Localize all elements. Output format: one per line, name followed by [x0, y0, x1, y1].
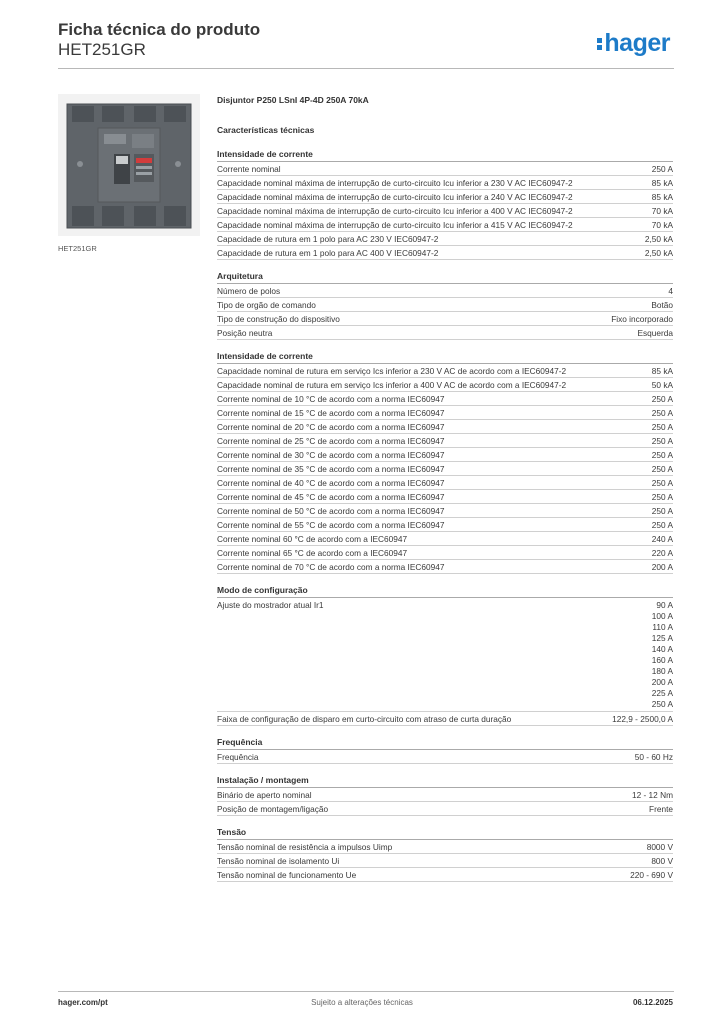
spec-value: 250 A: [651, 506, 673, 516]
spec-label: Corrente nominal de 70 °C de acordo com a norma IEC60947: [217, 562, 445, 572]
spec-row: [217, 840, 673, 854]
spec-value: 250 A: [651, 164, 673, 174]
spec-label: Corrente nominal 65 °C de acordo com a IEC60947: [217, 548, 408, 558]
section-title: Características técnicas: [217, 125, 315, 135]
spec-row: [217, 176, 673, 190]
product-name: Disjuntor P250 LSnI 4P-4D 250A 70kA: [217, 95, 369, 105]
spec-value: 85 kA: [651, 366, 673, 376]
spec-value: Botão: [651, 300, 673, 310]
spec-label: Posição neutra: [217, 328, 273, 338]
spec-label: Corrente nominal de 20 °C de acordo com a norma IEC60947: [217, 422, 445, 432]
spec-label: Corrente nominal de 40 °C de acordo com a norma IEC60947: [217, 478, 445, 488]
spec-row: [217, 518, 673, 532]
spec-value: 2,50 kA: [644, 248, 673, 258]
spec-row: [217, 532, 673, 546]
spec-row: [217, 462, 673, 476]
spec-row: [217, 802, 673, 816]
spec-value: 100 A: [651, 611, 673, 621]
spec-label: Corrente nominal: [217, 164, 281, 174]
product-image: [58, 94, 200, 236]
spec-group: [217, 585, 673, 726]
spec-row: [217, 392, 673, 406]
spec-value: 125 A: [651, 633, 673, 643]
spec-value: 140 A: [651, 644, 673, 654]
group-title: Intensidade de corrente: [217, 149, 673, 162]
footer-website: hager.com/pt: [58, 998, 108, 1007]
spec-value: 50 kA: [651, 380, 673, 390]
spec-label: Posição de montagem/ligação: [217, 804, 329, 814]
spec-value: 250 A: [651, 422, 673, 432]
spec-value: 200 A: [651, 677, 673, 687]
spec-row: [217, 232, 673, 246]
spec-row: [217, 312, 673, 326]
spec-value: 220 - 690 V: [630, 870, 673, 880]
spec-row: [217, 298, 673, 312]
spec-value: 160 A: [651, 655, 673, 665]
spec-value: 250 A: [651, 699, 673, 709]
spec-label: Frequência: [217, 752, 259, 762]
spec-row: [217, 378, 673, 392]
spec-row: [217, 598, 673, 712]
image-caption: HET251GR: [58, 244, 97, 253]
spec-row: [217, 476, 673, 490]
spec-value: 240 A: [651, 534, 673, 544]
spec-value: 70 kA: [651, 206, 673, 216]
spec-value: 85 kA: [651, 192, 673, 202]
spec-value: 250 A: [651, 520, 673, 530]
group-title: Arquitetura: [217, 271, 673, 284]
page-header: [58, 20, 674, 60]
spec-row: [217, 434, 673, 448]
spec-label: Corrente nominal de 25 °C de acordo com a norma IEC60947: [217, 436, 445, 446]
spec-row: [217, 546, 673, 560]
spec-row: [217, 854, 673, 868]
spec-label: Tipo de orgão de comando: [217, 300, 316, 310]
spec-group: [217, 775, 673, 816]
spec-row: [217, 868, 673, 882]
spec-row: [217, 406, 673, 420]
spec-label: Tipo de construção do dispositivo: [217, 314, 340, 324]
spec-value-list: [652, 600, 673, 710]
spec-group: [217, 271, 673, 340]
header-divider: [58, 68, 674, 69]
spec-label: Capacidade nominal máxima de interrupção de curto-circuito Icu inferior a 400 V AC IEC60947-2: [217, 206, 573, 216]
spec-label: Corrente nominal 60 °C de acordo com a IEC60947: [217, 534, 408, 544]
spec-value: 250 A: [651, 450, 673, 460]
spec-label: Corrente nominal de 30 °C de acordo com a norma IEC60947: [217, 450, 445, 460]
spec-value: 2,50 kA: [644, 234, 673, 244]
spec-row: [217, 190, 673, 204]
spec-label: Capacidade nominal máxima de interrupção de curto-circuito Icu inferior a 230 V AC IEC60947-2: [217, 178, 573, 188]
footer-divider: [58, 991, 674, 992]
spec-row: [217, 788, 673, 802]
spec-group: [217, 351, 673, 574]
spec-row: [217, 204, 673, 218]
group-title: Modo de configuração: [217, 585, 673, 598]
spec-group: [217, 827, 673, 882]
spec-label: Tensão nominal de isolamento Ui: [217, 856, 340, 866]
spec-value: 90 A: [656, 600, 673, 610]
hager-logo: [597, 29, 670, 58]
spec-label: Corrente nominal de 35 °C de acordo com a norma IEC60947: [217, 464, 445, 474]
circuit-breaker-illustration: [58, 94, 200, 236]
spec-value: Frente: [649, 804, 673, 814]
group-title: Tensão: [217, 827, 673, 840]
spec-value: 8000 V: [646, 842, 673, 852]
spec-row: [217, 504, 673, 518]
spec-value: 12 - 12 Nm: [631, 790, 673, 800]
spec-value: 250 A: [651, 478, 673, 488]
spec-value: Fixo incorporado: [611, 314, 673, 324]
spec-row: [217, 284, 673, 298]
spec-row: [217, 712, 673, 726]
spec-row: [217, 364, 673, 378]
spec-value: 110 A: [652, 622, 673, 632]
logo-text: hager: [604, 29, 670, 57]
spec-row: [217, 420, 673, 434]
spec-value: Esquerda: [637, 328, 673, 338]
footer-note: Sujeito a alterações técnicas: [311, 998, 413, 1007]
spec-value: 225 A: [651, 688, 673, 698]
spec-label: Capacidade de rutura em 1 polo para AC 230 V IEC60947-2: [217, 234, 439, 244]
spec-row: [217, 326, 673, 340]
spec-row: [217, 246, 673, 260]
spec-row: [217, 750, 673, 764]
spec-label: Ajuste do mostrador atual Ir1: [217, 600, 324, 610]
document-title: Ficha técnica do produto: [58, 20, 261, 39]
spec-content: [217, 95, 673, 893]
spec-label: Faixa de configuração de disparo em curto-circuito com atraso de curta duração: [217, 714, 512, 724]
spec-value: 250 A: [651, 492, 673, 502]
footer-date: 06.12.2025: [632, 998, 673, 1007]
spec-value: 180 A: [651, 666, 673, 676]
spec-label: Corrente nominal de 45 °C de acordo com a norma IEC60947: [217, 492, 445, 502]
spec-value: 250 A: [651, 436, 673, 446]
spec-label: Capacidade de rutura em 1 polo para AC 400 V IEC60947-2: [217, 248, 439, 258]
spec-label: Corrente nominal de 15 °C de acordo com a norma IEC60947: [217, 408, 445, 418]
spec-label: Capacidade nominal máxima de interrupção de curto-circuito Icu inferior a 240 V AC IEC60947-2: [217, 192, 573, 202]
spec-value: 4: [668, 286, 673, 296]
spec-row: [217, 162, 673, 176]
spec-label: Tensão nominal de funcionamento Ue: [217, 870, 357, 880]
spec-label: Capacidade nominal de rutura em serviço Ics inferior a 400 V AC de acordo com a IEC60947-2: [217, 380, 567, 390]
spec-value: 200 A: [651, 562, 673, 572]
spec-value: 800 V: [651, 856, 673, 866]
spec-label: Corrente nominal de 10 °C de acordo com a norma IEC60947: [217, 394, 445, 404]
spec-row: [217, 448, 673, 462]
spec-value: 50 - 60 Hz: [634, 752, 673, 762]
group-title: Intensidade de corrente: [217, 351, 673, 364]
spec-label: Corrente nominal de 50 °C de acordo com a norma IEC60947: [217, 506, 445, 516]
spec-row: [217, 560, 673, 574]
group-title: Instalação / montagem: [217, 775, 673, 788]
spec-groups: [217, 149, 673, 882]
product-code: HET251GR: [58, 40, 146, 59]
spec-row: [217, 490, 673, 504]
spec-label: Capacidade nominal máxima de interrupção de curto-circuito Icu inferior a 415 V AC IEC60947-2: [217, 220, 573, 230]
spec-value: 250 A: [651, 408, 673, 418]
spec-label: Binário de aperto nominal: [217, 790, 312, 800]
spec-value: 250 A: [651, 464, 673, 474]
spec-value: 220 A: [651, 548, 673, 558]
spec-row: [217, 218, 673, 232]
spec-value: 70 kA: [651, 220, 673, 230]
logo-dots-icon: [597, 36, 602, 52]
spec-label: Corrente nominal de 55 °C de acordo com a norma IEC60947: [217, 520, 445, 530]
spec-value: 250 A: [651, 394, 673, 404]
spec-group: [217, 737, 673, 764]
spec-value: 122,9 - 2500,0 A: [612, 714, 673, 724]
spec-group: [217, 149, 673, 260]
group-title: Frequência: [217, 737, 673, 750]
spec-label: Número de polos: [217, 286, 281, 296]
spec-label: Tensão nominal de resistência a impulsos Uimp: [217, 842, 393, 852]
spec-value: 85 kA: [651, 178, 673, 188]
spec-label: Capacidade nominal de rutura em serviço Ics inferior a 230 V AC de acordo com a IEC60947-2: [217, 366, 567, 376]
